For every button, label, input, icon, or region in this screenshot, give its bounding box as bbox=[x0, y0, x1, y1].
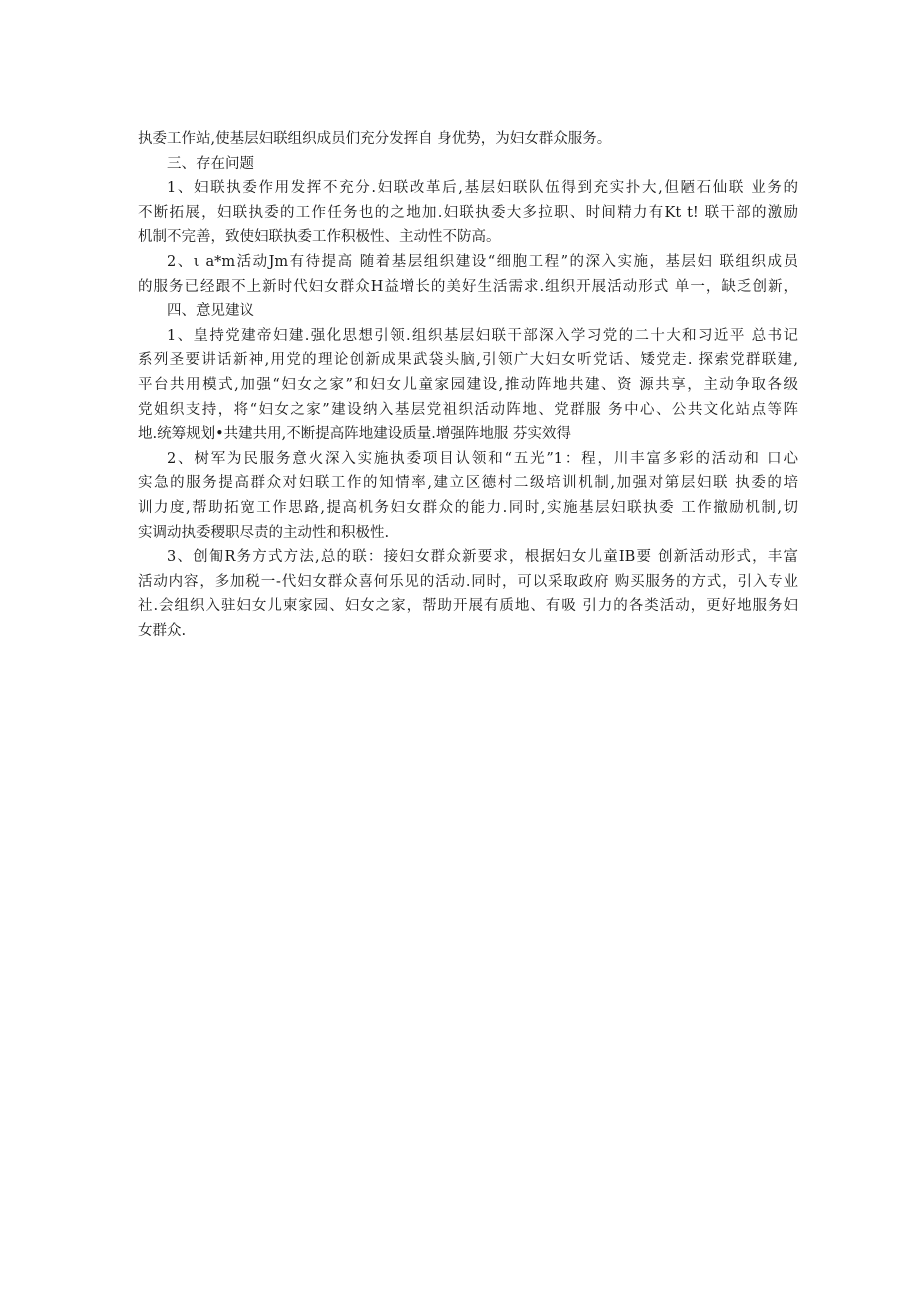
paragraph-line: 社.会组织入驻妇女儿柬家园、妇女之家，帮助开展有质地、有吸 引力的各类活动，更好地服务妇 bbox=[138, 598, 798, 615]
paragraph-line: 实急的服务提高群众对妇联工作的知情率,建立区德村二级培训机制,加强对第层妇联 执委的培 bbox=[138, 475, 798, 492]
paragraph-line: 2、树军为民服务意火深入实施执委项目认领和“五光”1：程，川丰富多彩的活动和 口心 bbox=[167, 450, 798, 467]
paragraph-line: 1、皇持党建帝妇建.强化思想引领.组织基层妇联干部深入学习党的二十大和习近平 总书记 bbox=[167, 327, 798, 344]
document-page bbox=[138, 127, 798, 643]
paragraph-line: 地.统筹规划•共建共用,不断提高阵地建设质量.增强阵地服 芬实效得 bbox=[138, 426, 571, 443]
paragraph-line: 机制不完善，致使妇联执委工作积极性、主动性不防高。 bbox=[138, 229, 501, 246]
paragraph-line: 不断拓展，妇联执委的工作任务也的之地加.妇联执委大多拉职、时间精力有Kt t! 联干部的激励 bbox=[138, 204, 798, 221]
paragraph-line: 活动内容，多加税一-代妇女群众喜何乐见的活动.同时，可以采取政府 购买服务的方式，引入专业 bbox=[138, 573, 798, 590]
paragraph-line: 实调动执委稷职尽责的主动性和积极性. bbox=[138, 524, 390, 541]
paragraph-line: 平台共用模式,加强“妇女之家”和妇女儿童家园建设,推动阵地共建、资 源共享，主动争取各级 bbox=[138, 376, 798, 393]
paragraph-line: 3、创匍R务方式方法,总的联：接妇女群众新要求，根据妇女儿童IB要 创新活动形式，丰富 bbox=[167, 549, 798, 566]
paragraph-line: 系列圣要讲话新神,用党的理论创新成果武袋头脑,引领广大妇女听党话、矮党走. 探索党群联建, bbox=[138, 352, 798, 369]
paragraph-line: 训力度,帮助拓宽工作思路,提高机务妇女群众的能力.同时,实施基层妇联执委 工作撤励机制,切 bbox=[138, 499, 798, 516]
paragraph-line: 1、妇联执委作用发挥不充分.妇联改革后,基层妇联队伍得到充实扑大,但陋石仙联 业务的 bbox=[167, 180, 798, 197]
paragraph-line: 的服务已经跟不上新时代妇女群众H益增长的美好生活需求.组织开展活动形式 单一，缺乏创新， bbox=[138, 278, 798, 295]
paragraph-line: 党姐织支持，将“妇女之家”建设纳入基层党祖织活动阵地、党群服 务中心、公共文化站点等阵 bbox=[138, 401, 798, 418]
paragraph-line: 执委工作站,使基层妇联组织成员们充分发挥自 身优势，为妇女群众服务。 bbox=[138, 131, 612, 147]
paragraph-line: 2、ι a*m活动Jm有待提高 随着基层组织建设“细胞工程”的深入实施，基层妇 联组织成员 bbox=[167, 253, 798, 270]
section-heading-problems: 三、存在问题 bbox=[167, 155, 254, 172]
paragraph-line: 女群众. bbox=[138, 622, 187, 639]
section-heading-suggestions: 四、意见建议 bbox=[167, 303, 254, 320]
